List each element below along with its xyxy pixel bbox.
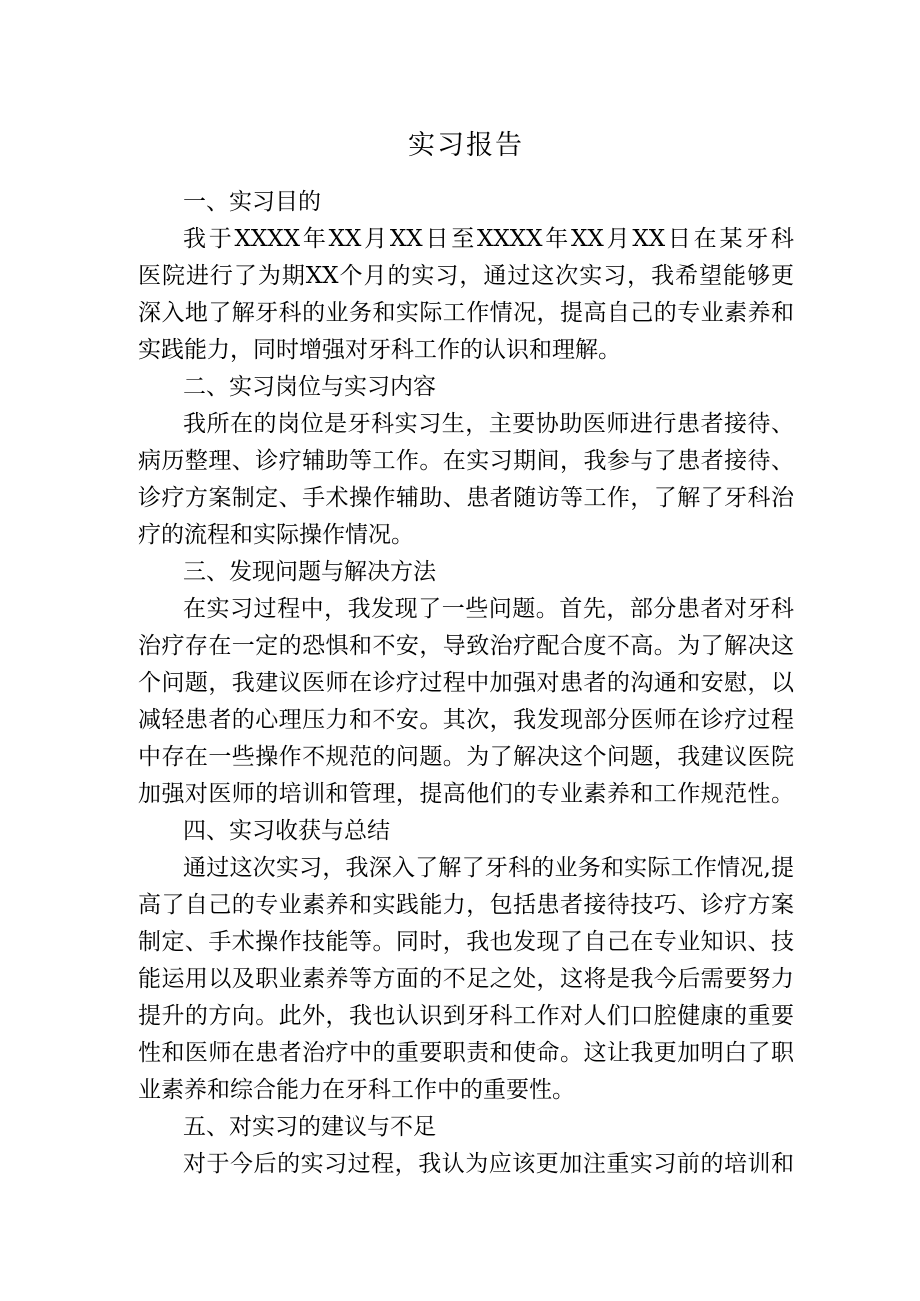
paragraph-line: 诊疗方案制定、手术操作辅助、患者随访等工作，了解了牙科治: [138, 485, 794, 511]
paragraph-line: 病历整理、诊疗辅助等工作。在实习期间，我参与了患者接待、: [138, 448, 794, 474]
paragraph-line: 我所在的岗位是牙科实习生，主要协助医师进行患者接待、: [183, 411, 794, 437]
section-heading: 五、对实习的建议与不足: [183, 1114, 436, 1140]
paragraph-line: 加强对医师的培训和管理，提高他们的专业素养和工作规范性。: [138, 781, 794, 807]
paragraph-line: 在实习过程中，我发现了一些问题。首先，部分患者对牙科: [183, 596, 794, 622]
paragraph-line: 业素养和综合能力在牙科工作中的重要性。: [138, 1077, 575, 1103]
paragraph-line: 我于XXXX年XX月XX日至XXXX年XX月XX日在某牙科: [183, 226, 794, 252]
paragraph-line: 深入地了解牙科的业务和实际工作情况，提高自己的专业素养和: [138, 300, 794, 326]
paragraph-line: 中存在一些操作不规范的问题。为了解决这个问题，我建议医院: [138, 744, 794, 770]
document-title: 实习报告: [408, 130, 524, 161]
section-heading: 三、发现问题与解决方法: [183, 559, 436, 585]
paragraph-line: 疗的流程和实际操作情况。: [138, 522, 414, 548]
paragraph-line: 性和医师在患者治疗中的重要职责和使命。这让我更加明白了职: [138, 1040, 794, 1066]
paragraph-line: 通过这次实习，我深入了解了牙科的业务和实际工作情况,提: [183, 855, 794, 881]
section-heading: 二、实习岗位与实习内容: [183, 374, 436, 400]
document-page: [138, 126, 794, 1183]
paragraph-line: 对于今后的实习过程，我认为应该更加注重实习前的培训和: [183, 1151, 794, 1177]
paragraph-line: 个问题，我建议医师在诊疗过程中加强对患者的沟通和安慰，以: [138, 670, 794, 696]
paragraph-line: 减轻患者的心理压力和不安。其次，我发现部分医师在诊疗过程: [138, 707, 794, 733]
paragraph-line: 制定、手术操作技能等。同时，我也发现了自己在专业知识、技: [138, 929, 794, 955]
paragraph-line: 能运用以及职业素养等方面的不足之处，这将是我今后需要努力: [138, 966, 794, 992]
paragraph-line: 高了自己的专业素养和实践能力，包括患者接待技巧、诊疗方案: [138, 892, 794, 918]
paragraph-line: 实践能力，同时增强对牙科工作的认识和理解。: [138, 337, 621, 363]
paragraph-line: 提升的方向。此外，我也认识到牙科工作对人们口腔健康的重要: [138, 1003, 794, 1029]
section-heading: 一、实习目的: [183, 189, 321, 215]
paragraph-line: 治疗存在一定的恐惧和不安，导致治疗配合度不高。为了解决这: [138, 633, 794, 659]
paragraph-line: 医院进行了为期XX个月的实习，通过这次实习，我希望能够更: [138, 263, 794, 289]
section-heading: 四、实习收获与总结: [183, 818, 390, 844]
